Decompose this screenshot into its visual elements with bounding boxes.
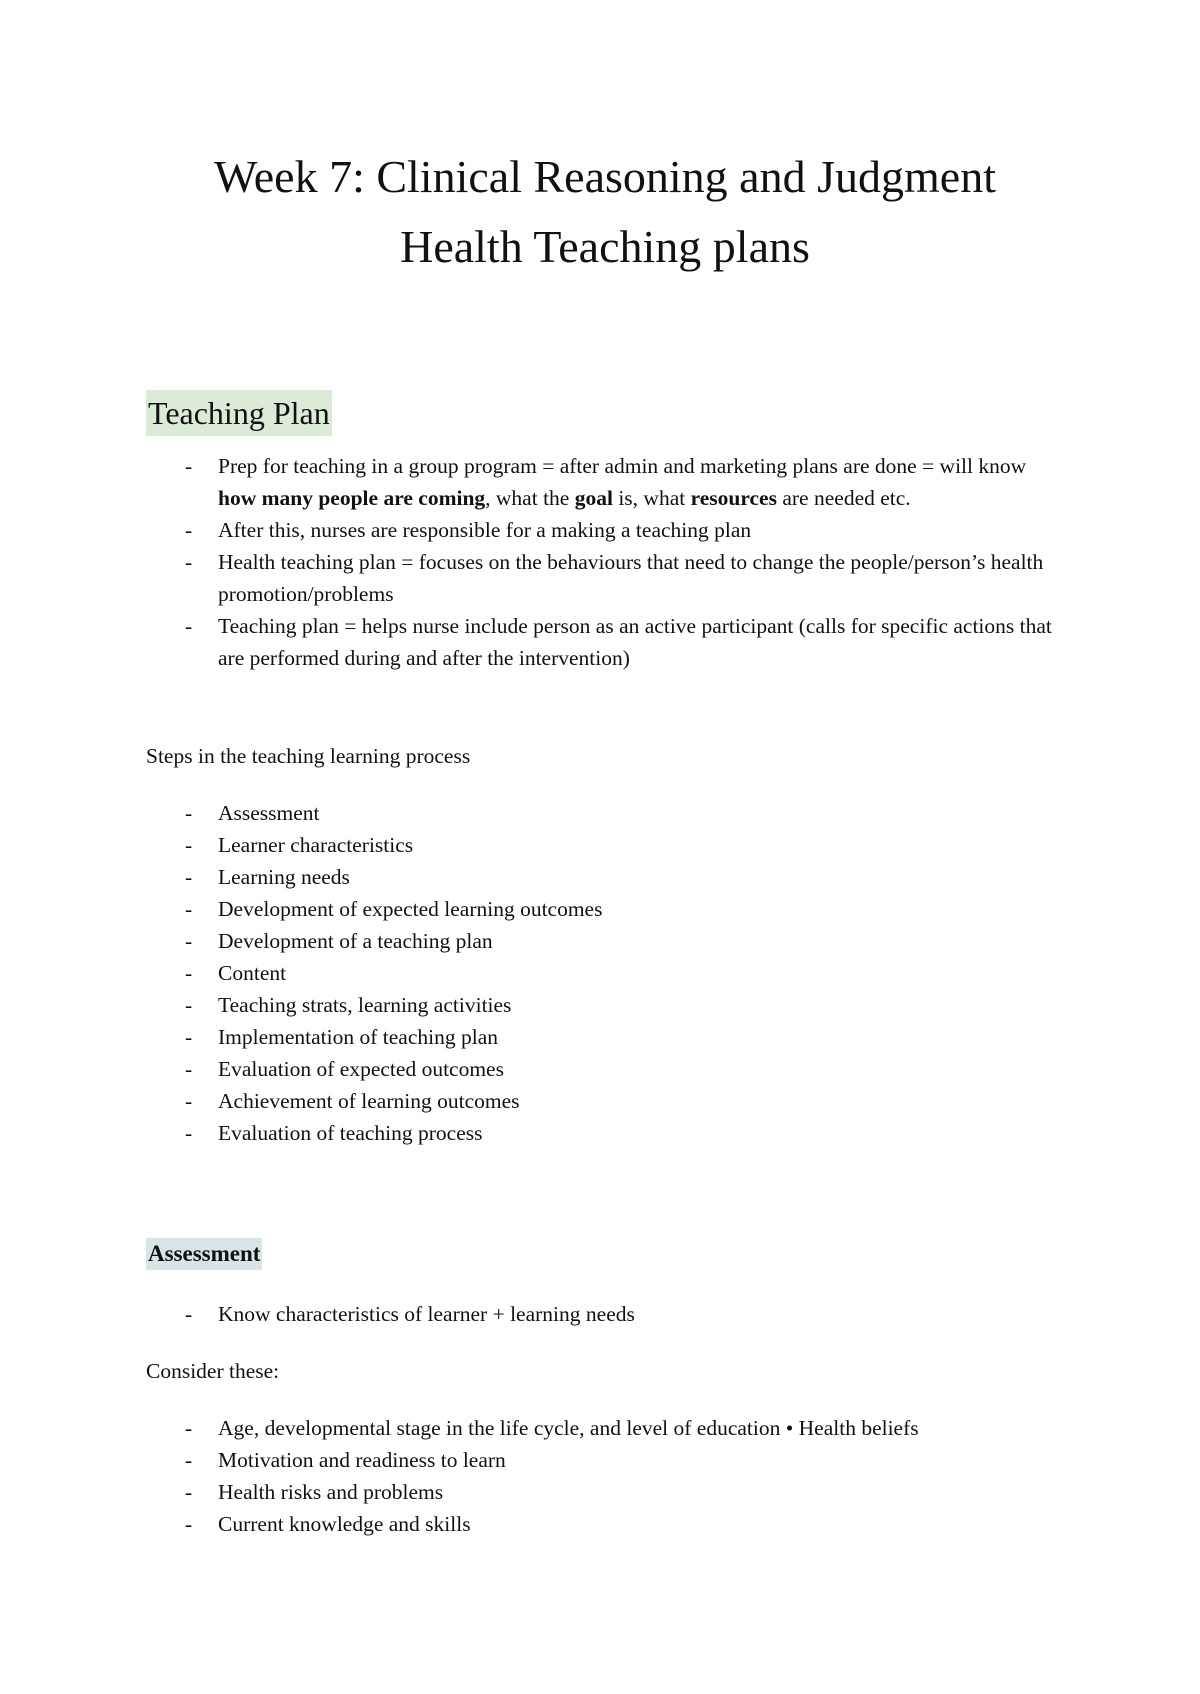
list-item: [0, 1053, 1200, 1085]
list-item: [0, 1085, 1200, 1117]
list-item-text: Learning needs: [218, 865, 350, 889]
list-item: [0, 546, 1200, 610]
dash-bullet: -: [185, 1089, 193, 1113]
list-item-text: Assessment: [218, 801, 320, 825]
list-item-text: Achievement of learning outcomes: [218, 1089, 520, 1113]
list-item-text: is, what: [612, 486, 691, 510]
bold-text: resources: [690, 486, 777, 510]
list-item: [0, 1021, 1200, 1053]
list-item: [0, 1508, 1200, 1540]
list-item-text: Evaluation of expected outcomes: [218, 1057, 504, 1081]
list-item-text: Current knowledge and skills: [218, 1512, 471, 1536]
bold-text: goal: [574, 486, 613, 510]
list-item: [0, 1412, 1200, 1444]
list-item: [0, 861, 1200, 893]
list-item: [0, 1298, 1200, 1330]
list-item-text: Content: [218, 961, 287, 985]
list-item-text: Prep for teaching in a group program = after admin and marketing plans are done = will know: [218, 454, 1027, 478]
dash-bullet: -: [185, 454, 193, 478]
dash-bullet: -: [185, 801, 193, 825]
dash-bullet: -: [185, 1121, 193, 1145]
dash-bullet: -: [185, 1448, 193, 1472]
dash-bullet: -: [185, 1302, 193, 1326]
list-item-text: After this, nurses are responsible for a making a teaching plan: [218, 518, 752, 542]
dash-bullet: -: [185, 550, 193, 574]
list-item-text: Development of expected learning outcomes: [218, 897, 603, 921]
list-item-text: Health teaching plan = focuses on the behaviours that need to change the people/person’s health promotion/problems: [218, 550, 1044, 606]
section-heading-teaching-plan: Teaching Plan: [146, 390, 332, 436]
list-item: [0, 450, 1200, 514]
list-item-text: , what the: [485, 486, 575, 510]
dash-bullet: -: [185, 929, 193, 953]
list-item-text: Know characteristics of learner + learning needs: [218, 1302, 635, 1326]
dash-bullet: -: [185, 1512, 193, 1536]
consider-intro: Consider these:: [146, 1359, 280, 1383]
dash-bullet: -: [185, 518, 193, 542]
assessment-list: [0, 1298, 1200, 1330]
list-item-text: Evaluation of teaching process: [218, 1121, 483, 1145]
consider-list: [0, 1412, 1200, 1540]
list-item-text: Teaching plan = helps nurse include person as an active participant (calls for specific actions that are performed during and after the intervention): [218, 614, 1052, 670]
list-item: [0, 610, 1200, 674]
dash-bullet: -: [185, 1480, 193, 1504]
dash-bullet: -: [185, 1057, 193, 1081]
list-item: [0, 1117, 1200, 1149]
list-item: [0, 829, 1200, 861]
list-item: [0, 957, 1200, 989]
list-item: [0, 514, 1200, 546]
section-heading-assessment: Assessment: [146, 1238, 262, 1270]
list-item-text: Teaching strats, learning activities: [218, 993, 512, 1017]
steps-list: [0, 797, 1200, 1149]
list-item-text: Health risks and problems: [218, 1480, 444, 1504]
list-item: [0, 925, 1200, 957]
list-item-text: Age, developmental stage in the life cycle, and level of education • Health beliefs: [218, 1416, 919, 1440]
list-item: [0, 989, 1200, 1021]
page-title-line-1: Week 7: Clinical Reasoning and Judgment: [214, 151, 996, 202]
dash-bullet: -: [185, 1025, 193, 1049]
dash-bullet: -: [185, 961, 193, 985]
list-item-text: Motivation and readiness to learn: [218, 1448, 506, 1472]
dash-bullet: -: [185, 993, 193, 1017]
list-item: [0, 1444, 1200, 1476]
teaching-plan-list: [0, 450, 1200, 674]
dash-bullet: -: [185, 833, 193, 857]
list-item-text: Development of a teaching plan: [218, 929, 493, 953]
dash-bullet: -: [185, 865, 193, 889]
bold-text: how many people are coming: [218, 486, 486, 510]
dash-bullet: -: [185, 614, 193, 638]
list-item: [0, 893, 1200, 925]
page-title-line-2: Health Teaching plans: [400, 221, 810, 272]
list-item: [0, 1476, 1200, 1508]
steps-intro: Steps in the teaching learning process: [146, 744, 471, 768]
list-item-text: Implementation of teaching plan: [218, 1025, 499, 1049]
list-item: [0, 797, 1200, 829]
dash-bullet: -: [185, 1416, 193, 1440]
list-item-text: Learner characteristics: [218, 833, 414, 857]
dash-bullet: -: [185, 897, 193, 921]
list-item-text: are needed etc.: [776, 486, 911, 510]
